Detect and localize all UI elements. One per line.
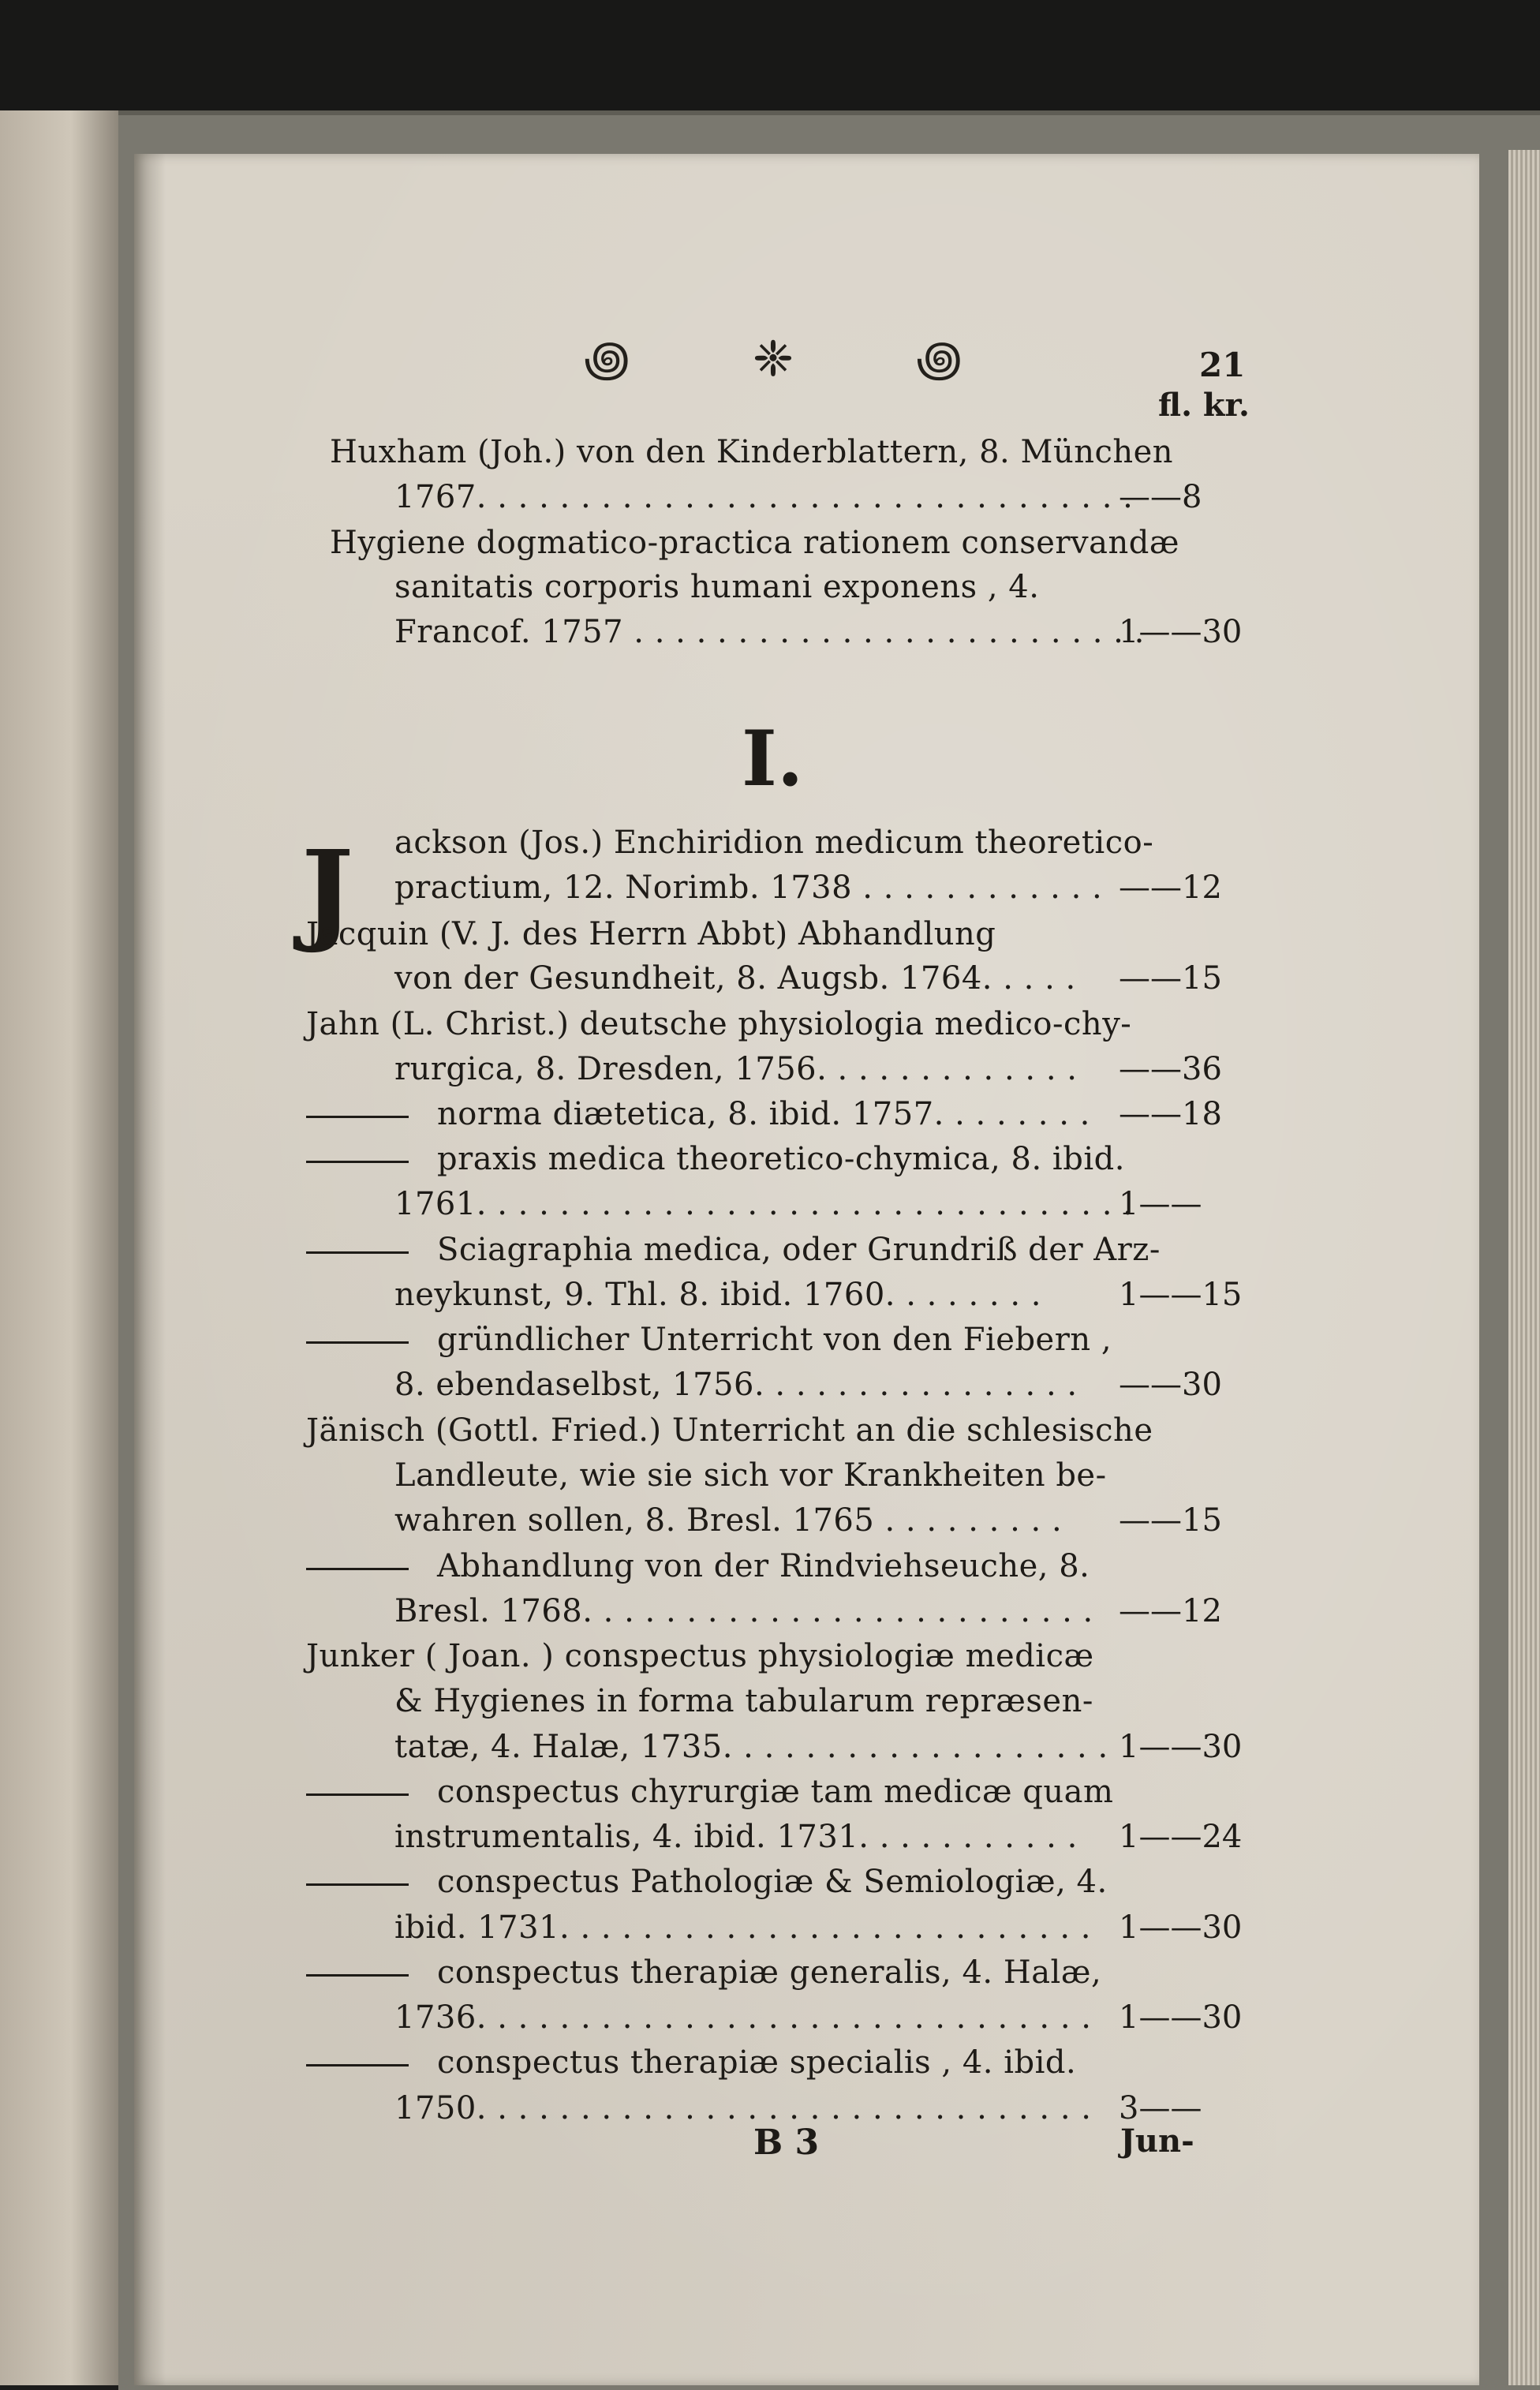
entry-line — [394, 475, 1133, 519]
entry-text: Jahn (L. Christ.) deutsche physiologia medico-chy- — [306, 1006, 1132, 1042]
entry-line — [330, 521, 1179, 565]
page-stack-edge — [1508, 150, 1540, 2385]
entry-line — [306, 1002, 1131, 1046]
entry-line — [306, 1137, 1125, 1181]
entry-text: Jänisch (Gottl. Fried.) Unterricht an die schlesische — [306, 1412, 1153, 1449]
ditto-dash — [306, 1974, 409, 1977]
catchword: Jun- — [1120, 2123, 1194, 2160]
ditto-dash — [306, 1883, 409, 1886]
entry-text: Abhandlung von der Rindviehseuche, 8. — [437, 1548, 1090, 1584]
entry-price: ——8 — [1119, 479, 1202, 515]
entry-text: wahren sollen, 8. Bresl. 1765 . . . . . . . . . — [394, 1502, 1063, 1539]
entry-line — [394, 1363, 1078, 1407]
entry-text: von der Gesundheit, 8. Augsb. 1764. . . . . — [394, 960, 1076, 997]
entry-text: tatæ, 4. Halæ, 1735. . . . . . . . . . . . . . . . . . . — [394, 1729, 1108, 1765]
entry-text: gründlicher Unterricht von den Fiebern , — [437, 1322, 1112, 1358]
previous-page-edge — [0, 110, 118, 2385]
entry-text: Jacquin (V. J. des Herrn Abbt) Abhandlung — [306, 916, 996, 952]
entry-line — [306, 1408, 1153, 1453]
entry-text: Sciagraphia medica, oder Grundriß der Arz- — [437, 1232, 1161, 1268]
entry-line — [394, 1995, 1091, 2040]
currency-header: fl. kr. — [1158, 387, 1250, 424]
entry-line — [306, 1860, 1108, 1904]
entry-line — [306, 912, 996, 956]
entry-text: Junker ( Joan. ) conspectus physiologiæ medicæ — [306, 1638, 1094, 1674]
entry-price: ——15 — [1119, 1502, 1222, 1539]
ditto-dash — [306, 1251, 409, 1254]
ornament-right-icon: ꩜ — [916, 330, 962, 387]
entry-text: rurgica, 8. Dresden, 1756. . . . . . . . . . . . . — [394, 1051, 1078, 1087]
entry-price: ——12 — [1119, 870, 1222, 906]
entry-line — [394, 1498, 1062, 1543]
ditto-dash — [306, 1116, 409, 1118]
entry-price: 1—— — [1119, 1186, 1202, 1222]
entry-price: 1——30 — [1119, 1999, 1243, 2036]
entry-line — [306, 2040, 1076, 2085]
entry-price: ——15 — [1119, 960, 1222, 997]
entry-text: Bresl. 1768. . . . . . . . . . . . . . . . . . . . . . . . . — [394, 1593, 1093, 1629]
entry-line — [394, 956, 1076, 1001]
entry-text: conspectus therapiæ generalis, 4. Halæ, — [437, 1954, 1102, 1991]
ditto-dash — [306, 2064, 409, 2066]
entry-line — [394, 821, 1153, 865]
entry-line — [394, 1273, 1041, 1317]
ditto-dash — [306, 1161, 409, 1163]
entry-price: 1——24 — [1119, 1819, 1243, 1855]
entry-line — [306, 1544, 1090, 1588]
entry-line — [394, 565, 1039, 609]
entry-text: conspectus chyrurgiæ tam medicæ quam — [437, 1774, 1114, 1810]
entry-text: 1761. . . . . . . . . . . . . . . . . . . . . . . . . . . . . . . . — [394, 1186, 1134, 1222]
ditto-dash — [306, 1793, 409, 1796]
entry-line — [394, 1815, 1078, 1859]
ornament-center-icon: ❈ — [753, 330, 794, 387]
entry-line — [306, 1634, 1094, 1678]
entry-line — [394, 1679, 1093, 1723]
entry-text: 1750. . . . . . . . . . . . . . . . . . . . . . . . . . . . . . — [394, 2090, 1092, 2126]
entry-line — [306, 1228, 1161, 1272]
entry-price: 1——30 — [1119, 614, 1243, 650]
entry-text: instrumentalis, 4. ibid. 1731. . . . . . . . . . . — [394, 1819, 1078, 1855]
header-ornament — [584, 327, 962, 391]
entry-price: 1——30 — [1119, 1909, 1243, 1946]
entry-text: Francof. 1757 . . . . . . . . . . . . . . . . . . . . . . . . . — [394, 614, 1145, 650]
section-letter: I. — [742, 714, 804, 803]
entry-text: sanitatis corporis humani exponens , 4. — [394, 569, 1040, 605]
gutter-shadow — [134, 154, 166, 2385]
entry-price: ——18 — [1119, 1096, 1222, 1132]
entry-price: ——36 — [1119, 1051, 1222, 1087]
entry-text: 1736. . . . . . . . . . . . . . . . . . . . . . . . . . . . . . — [394, 1999, 1092, 2036]
entry-line — [306, 1951, 1101, 1995]
ditto-dash — [306, 1341, 409, 1344]
entry-line — [394, 1047, 1078, 1091]
entry-line — [394, 1453, 1107, 1498]
entry-text: norma diætetica, 8. ibid. 1757. . . . . . . . — [437, 1096, 1090, 1132]
entry-price: 3—— — [1119, 2090, 1202, 2126]
entry-text: practium, 12. Norimb. 1738 . . . . . . . . . . . . — [394, 870, 1103, 906]
entry-line — [394, 866, 1102, 910]
page-number: 21 — [1199, 346, 1246, 384]
entry-text: praxis medica theoretico-chymica, 8. ibid. — [437, 1141, 1125, 1177]
signature-mark: B 3 — [753, 2123, 820, 2163]
entry-line — [394, 1906, 1091, 1950]
entry-line — [306, 1092, 1090, 1136]
entry-text: ackson (Jos.) Enchiridion medicum theoretico- — [394, 825, 1154, 861]
entry-price: 1——15 — [1119, 1277, 1243, 1313]
entry-text: conspectus Pathologiæ & Semiologiæ, 4. — [437, 1864, 1108, 1900]
entry-line — [394, 1589, 1093, 1633]
ornament-left-icon: ꩜ — [584, 330, 630, 387]
entry-line — [306, 1318, 1112, 1362]
entry-text: Huxham (Joh.) von den Kinderblattern, 8. München — [330, 434, 1174, 470]
entry-line — [394, 1725, 1108, 1769]
entry-text: conspectus therapiæ specialis , 4. ibid. — [437, 2044, 1077, 2081]
ditto-dash — [306, 1568, 409, 1570]
entry-text: 8. ebendaselbst, 1756. . . . . . . . . . . . . . . . — [394, 1367, 1078, 1403]
entry-text: neykunst, 9. Thl. 8. ibid. 1760. . . . . . . . — [394, 1277, 1041, 1313]
entry-line — [394, 1182, 1133, 1226]
entry-text: ibid. 1731. . . . . . . . . . . . . . . . . . . . . . . . . . — [394, 1909, 1091, 1946]
entry-price: ——30 — [1119, 1367, 1222, 1403]
entry-line — [306, 1770, 1113, 1814]
entry-text: Hygiene dogmatico-practica rationem conservandæ — [330, 525, 1179, 561]
entry-price: ——12 — [1119, 1593, 1222, 1629]
entry-line — [394, 610, 1145, 654]
entry-text: Landleute, wie sie sich vor Krankheiten be- — [394, 1457, 1107, 1494]
drop-initial: J — [301, 827, 354, 956]
entry-line — [394, 2086, 1091, 2130]
entry-text: & Hygienes in forma tabularum repræsen- — [394, 1683, 1093, 1719]
entry-text: 1767. . . . . . . . . . . . . . . . . . . . . . . . . . . . . . . . — [394, 479, 1134, 515]
entry-line — [330, 430, 1173, 474]
entry-price: 1——30 — [1119, 1729, 1243, 1765]
